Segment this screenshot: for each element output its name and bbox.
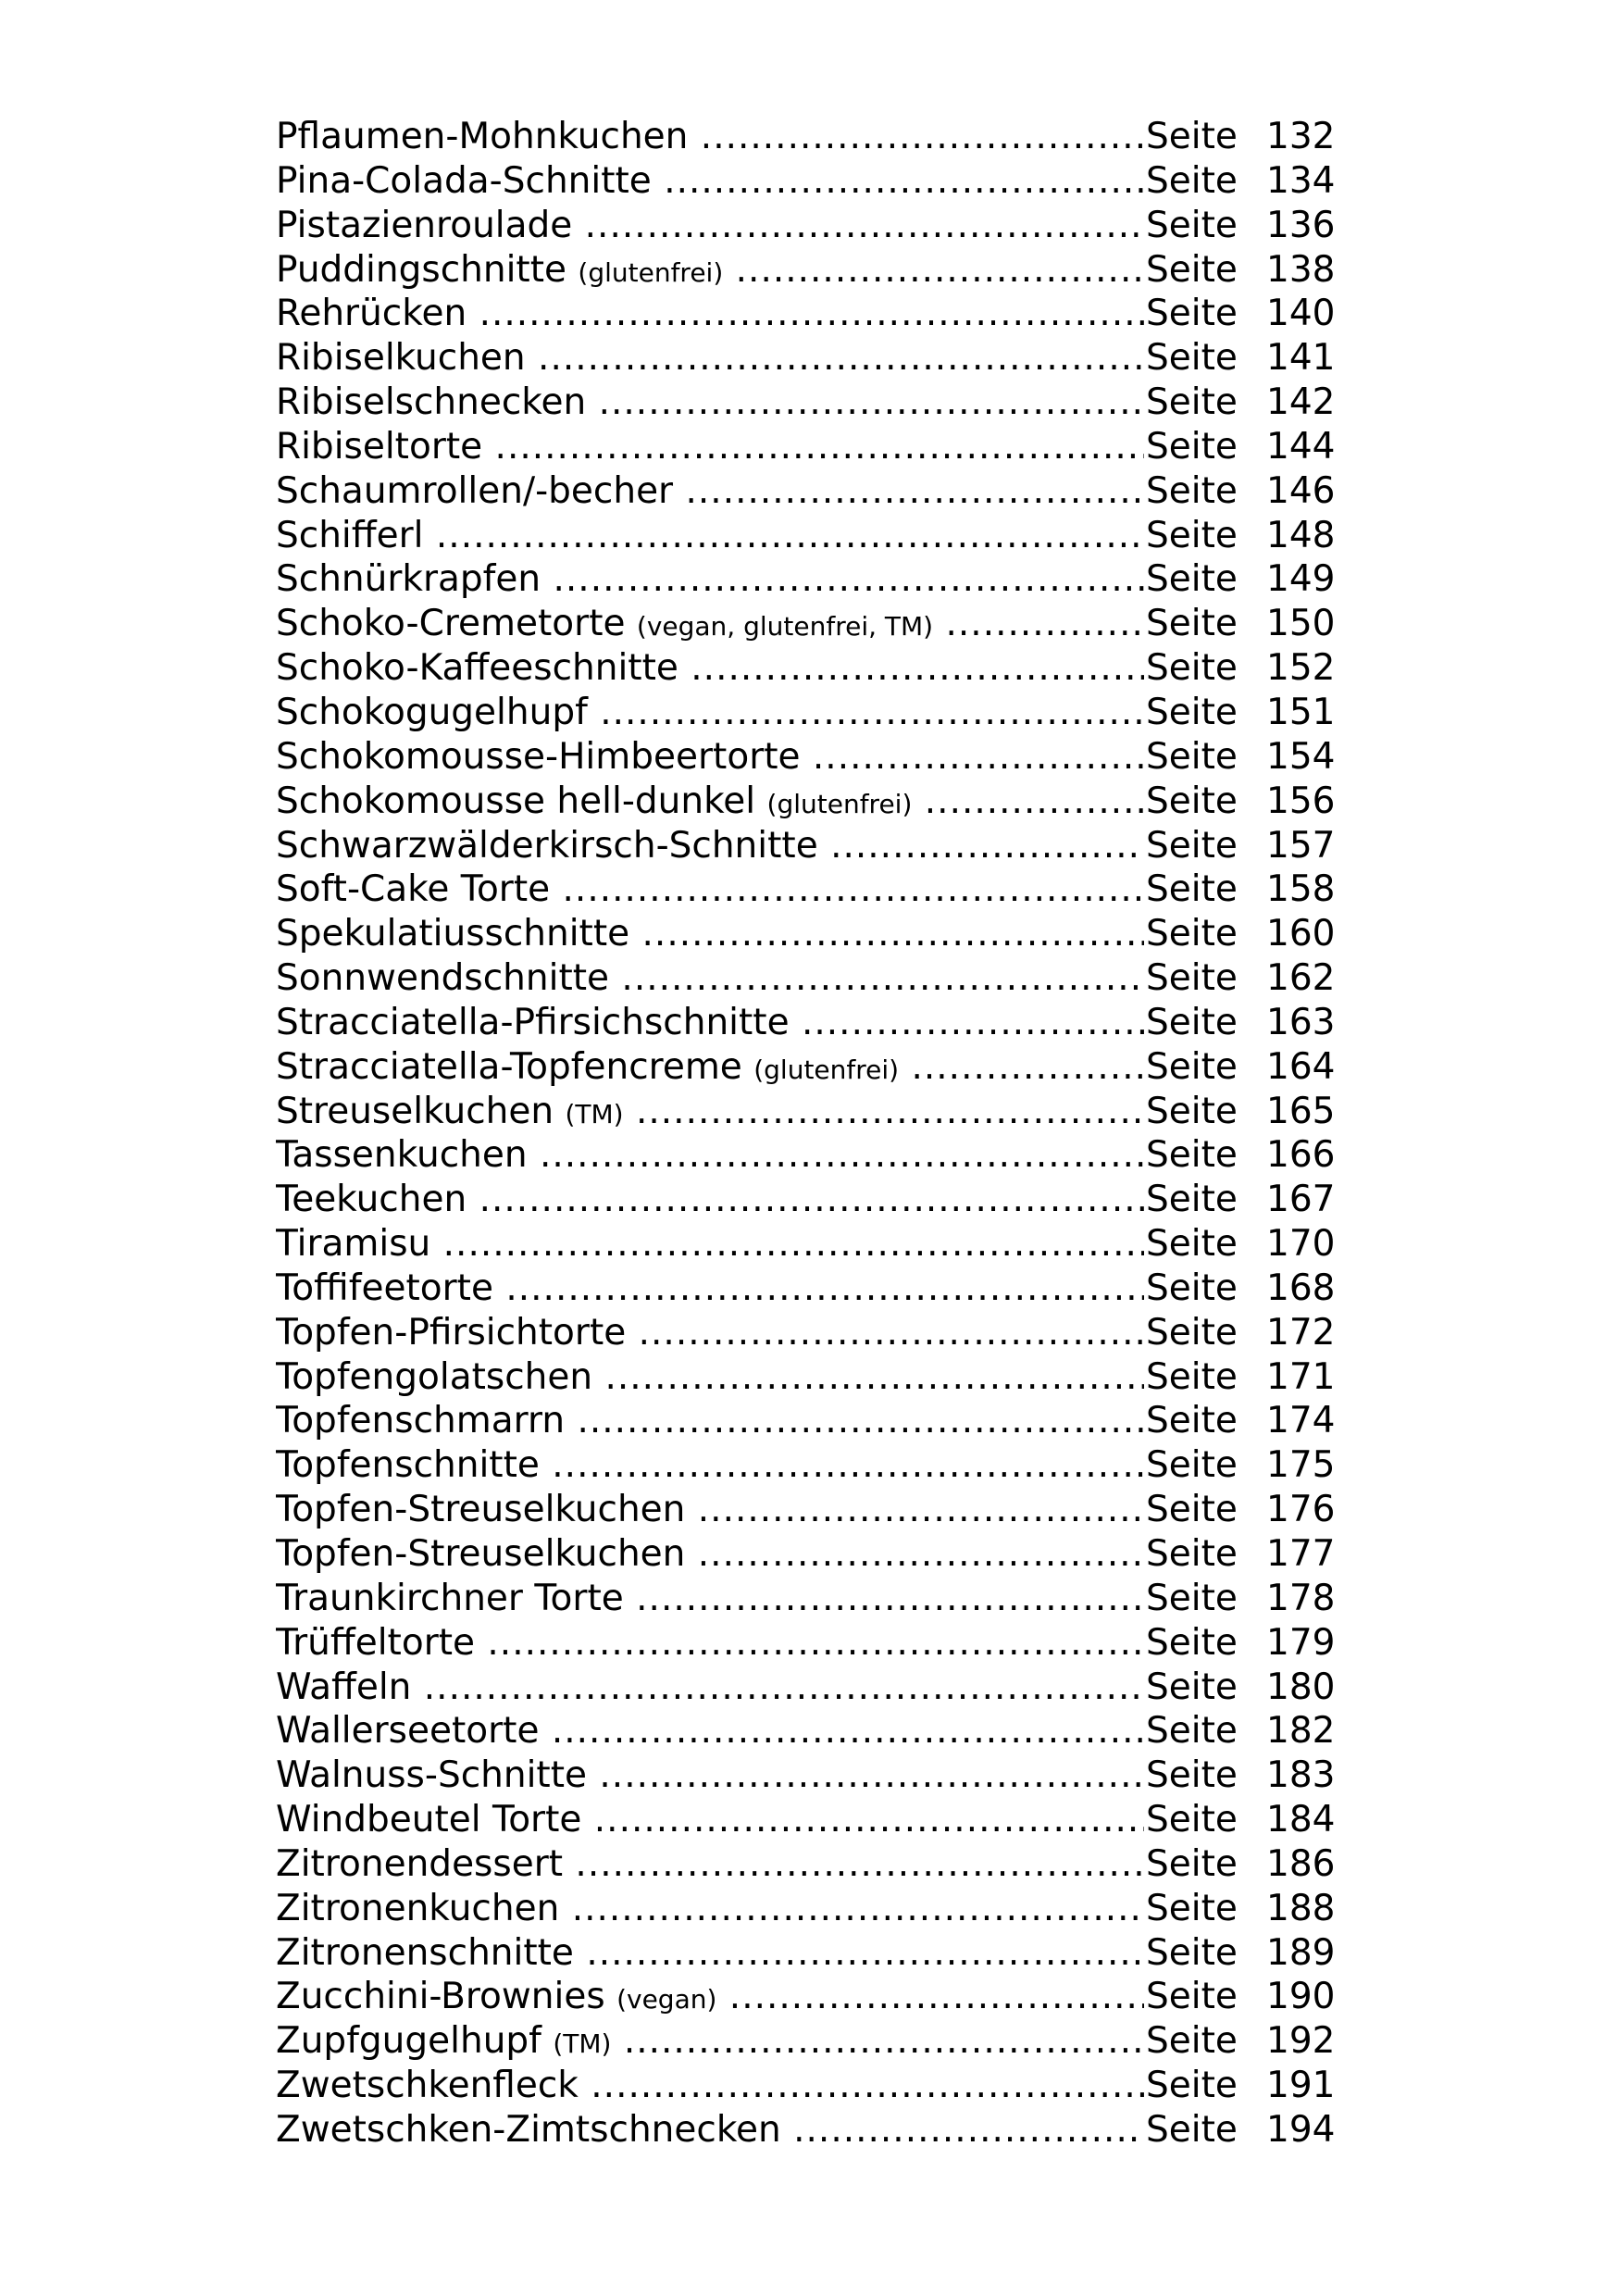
toc-entry-page-label: Seite [1146,647,1238,690]
toc-entry [276,691,1336,735]
toc-entry [276,1399,1336,1443]
toc-entry [276,735,1336,780]
toc-entry-note: (glutenfrei) [766,788,913,819]
toc-entry-title: Soft-Cake Torte [276,868,551,911]
toc-entry-title-with-leader [276,1621,1144,1666]
toc-entry-page-number: 167 [1266,1179,1336,1221]
toc-entry-title: Pflaumen-Mohnkuchen [276,116,689,157]
toc-entry [276,469,1336,514]
toc-entry-title: Pistazienroulade [276,204,573,246]
toc-entry-title-with-leader [276,780,1144,824]
toc-entry-title-with-leader [276,204,1144,248]
table-of-contents [276,115,1336,2152]
toc-entry-page-number: 141 [1266,337,1336,380]
toc-entry [276,425,1336,469]
toc-entry-title-with-leader [276,1311,1144,1355]
toc-entry-page-number: 163 [1266,1001,1336,1043]
toc-entry-title-with-leader [276,691,1144,735]
toc-entry-page-label: Seite [1146,691,1238,733]
toc-entry [276,514,1336,558]
toc-entry-page-number: 146 [1266,469,1336,512]
toc-entry-title-with-leader [276,1532,1144,1577]
toc-entry-title-with-leader [276,1090,1144,1134]
toc-entry [276,1931,1336,1976]
toc-entry-page-number: 166 [1266,1134,1336,1177]
toc-entry-page-label: Seite [1146,868,1238,911]
toc-entry-title: Toffifeetorte [276,1267,493,1309]
toc-entry [276,867,1336,912]
toc-entry-page-number: 149 [1266,558,1336,601]
toc-entry-title-with-leader [276,1666,1144,1710]
toc-entry-title: Tassenkuchen [276,1134,528,1177]
toc-entry-page-number: 138 [1266,248,1336,291]
toc-entry-page-number: 164 [1266,1045,1336,1088]
toc-entry-page-label: Seite [1146,1090,1238,1132]
toc-entry-note: (glutenfrei) [578,256,724,288]
toc-entry-page-label: Seite [1146,381,1238,424]
toc-entry-title: Pina-Colada-Schnitte [276,159,652,202]
toc-entry-page-number: 144 [1266,425,1336,468]
toc-entry-page-label: Seite [1146,159,1238,202]
toc-entry [276,1975,1336,2019]
toc-entry-title-with-leader [276,381,1144,425]
toc-entry [276,381,1336,425]
toc-entry-page-number: 158 [1266,868,1336,911]
toc-entry [276,1267,1336,1311]
toc-entry-page-label: Seite [1146,1533,1238,1575]
toc-entry-title-with-leader [276,1709,1144,1753]
toc-entry [276,1222,1336,1267]
toc-entry [276,159,1336,204]
toc-entry-page-number: 186 [1266,1842,1336,1885]
toc-entry-note: (vegan) [616,1984,717,2015]
toc-entry [276,204,1336,248]
toc-entry-title-with-leader [276,248,1144,293]
toc-entry-title-with-leader [276,2064,1144,2108]
toc-entry-page-number: 160 [1266,913,1336,955]
toc-entry-title: Zwetschken-Zimtschnecken [276,2108,781,2151]
toc-entry-page-label: Seite [1146,293,1238,335]
toc-entry-title-with-leader [276,2108,1144,2152]
toc-entry-page-label: Seite [1146,1666,1238,1708]
toc-entry-page-label: Seite [1146,1311,1238,1354]
toc-entry-page-number: 177 [1266,1533,1336,1575]
toc-entry-page-number: 190 [1266,1976,1336,2018]
toc-entry-title: Schnürkrapfen [276,558,541,601]
toc-entry-note: (TM) [565,1098,624,1129]
toc-entry-title-with-leader [276,1931,1144,1976]
toc-entry [276,2019,1336,2064]
toc-entry-page-number: 178 [1266,1577,1336,1619]
toc-entry-page-number: 156 [1266,780,1336,822]
toc-entry-page-number: 140 [1266,293,1336,335]
toc-entry-page-number: 150 [1266,603,1336,645]
toc-entry [276,956,1336,1001]
toc-entry-page-label: Seite [1146,1710,1238,1753]
toc-entry-page-label: Seite [1146,1267,1238,1309]
toc-entry [276,1443,1336,1488]
toc-entry-title: Zwetschkenfleck [276,2065,579,2107]
toc-entry [276,248,1336,293]
toc-entry-title: Waffeln [276,1666,412,1708]
toc-entry-title-with-leader [276,1443,1144,1488]
toc-entry-title-with-leader [276,735,1144,780]
toc-entry-title: Schokomousse hell-dunkel [276,780,756,822]
toc-entry-title-with-leader [276,159,1144,204]
toc-entry-page-label: Seite [1146,1976,1238,2018]
toc-entry-page-label: Seite [1146,1887,1238,1929]
toc-entry-title: Zucchini-Brownies [276,1976,605,2018]
toc-entry-title: Schwarzwälderkirsch-Schnitte [276,824,818,867]
toc-entry-page-label: Seite [1146,558,1238,601]
toc-entry-page-number: 162 [1266,957,1336,1000]
toc-entry [276,1753,1336,1798]
toc-entry-title-with-leader [276,336,1144,381]
toc-entry-title: Ribiselschnecken [276,381,587,424]
toc-entry-page-label: Seite [1146,780,1238,822]
toc-entry-title-with-leader [276,956,1144,1001]
toc-entry-page-label: Seite [1146,824,1238,867]
toc-entry-page-label: Seite [1146,1931,1238,1974]
toc-entry-page-label: Seite [1146,425,1238,468]
toc-entry-page-label: Seite [1146,957,1238,1000]
toc-entry [276,292,1336,336]
toc-entry-title-with-leader [276,425,1144,469]
toc-entry [276,1311,1336,1355]
toc-entry-title: Schoko-Cremetorte [276,603,626,645]
toc-entry-title-with-leader [276,1842,1144,1887]
toc-entry-title: Puddingschnitte [276,248,566,291]
toc-entry-page-label: Seite [1146,2020,1238,2063]
toc-entry-page-label: Seite [1146,1355,1238,1398]
toc-entry-page-label: Seite [1146,1444,1238,1487]
toc-entry-title: Schoko-Kaffeeschnitte [276,647,678,690]
toc-entry-title-with-leader [276,912,1144,956]
toc-entry [276,602,1336,646]
toc-entry-page-number: 182 [1266,1710,1336,1753]
toc-entry-title-with-leader [276,1975,1144,2019]
toc-entry-title-with-leader [276,824,1144,868]
toc-entry-title: Rehrücken [276,293,467,335]
toc-entry-title-with-leader [276,557,1144,602]
toc-entry-page-label: Seite [1146,2065,1238,2107]
toc-entry-page-number: 157 [1266,824,1336,867]
toc-entry [276,1001,1336,1045]
toc-entry-page-label: Seite [1146,248,1238,291]
toc-entry-page-label: Seite [1146,1799,1238,1841]
toc-entry-page-label: Seite [1146,1179,1238,1221]
toc-entry-page-label: Seite [1146,1754,1238,1797]
toc-entry-page-number: 148 [1266,514,1336,556]
toc-entry-page-label: Seite [1146,337,1238,380]
toc-entry-title-with-leader [276,1399,1144,1443]
toc-entry-page-label: Seite [1146,603,1238,645]
toc-entry-page-number: 174 [1266,1400,1336,1442]
toc-entry [276,1709,1336,1753]
toc-entry-title: Stracciatella-Pfirsichschnitte [276,1001,790,1043]
toc-entry-page-number: 132 [1266,116,1336,157]
toc-entry [276,912,1336,956]
toc-entry-title-with-leader [276,1355,1144,1400]
toc-entry-page-number: 136 [1266,204,1336,246]
toc-entry [276,1842,1336,1887]
toc-entry-title-with-leader [276,1488,1144,1532]
toc-entry-note: (TM) [553,2028,612,2060]
toc-entry-page-label: Seite [1146,1400,1238,1442]
toc-entry-page-number: 176 [1266,1489,1336,1531]
toc-entry-title-with-leader [276,602,1144,646]
toc-entry-page-label: Seite [1146,1577,1238,1619]
toc-entry-page-number: 142 [1266,381,1336,424]
toc-entry [276,824,1336,868]
toc-entry [276,1488,1336,1532]
toc-entry-page-label: Seite [1146,514,1238,556]
toc-entry-title-with-leader [276,469,1144,514]
toc-entry [276,1045,1336,1090]
toc-entry-page-number: 192 [1266,2020,1336,2063]
toc-entry-title: Schifferl [276,514,424,556]
toc-entry-title: Topfenschnitte [276,1444,540,1487]
toc-entry-page-number: 189 [1266,1931,1336,1974]
toc-entry-page-label: Seite [1146,1134,1238,1177]
toc-entry [276,1090,1336,1134]
toc-entry-page-number: 184 [1266,1799,1336,1841]
toc-entry [276,646,1336,691]
toc-entry-title: Trüffeltorte [276,1621,476,1664]
toc-entry-note: (vegan, glutenfrei, TM) [636,611,934,643]
toc-entry-page-number: 152 [1266,647,1336,690]
toc-entry-title-with-leader [276,1753,1144,1798]
toc-entry-title-with-leader [276,1577,1144,1621]
toc-entry-title: Zupfgugelhupf [276,2020,541,2063]
toc-entry-title-with-leader [276,646,1144,691]
toc-entry-page-number: 134 [1266,159,1336,202]
toc-entry-page-label: Seite [1146,1001,1238,1043]
toc-entry-page-label: Seite [1146,469,1238,512]
toc-entry [276,780,1336,824]
toc-entry-page-number: 194 [1266,2108,1336,2151]
toc-entry-title-with-leader [276,115,1144,159]
toc-entry-title-with-leader [276,1178,1144,1222]
toc-entry [276,1577,1336,1621]
toc-entry-title: Wallerseetorte [276,1710,540,1753]
toc-entry [276,557,1336,602]
toc-entry-page-label: Seite [1146,1045,1238,1088]
toc-entry-page-number: 180 [1266,1666,1336,1708]
toc-entry-title-with-leader [276,1267,1144,1311]
toc-entry-page-label: Seite [1146,913,1238,955]
toc-entry-page-number: 154 [1266,735,1336,778]
toc-entry-title: Ribiseltorte [276,425,483,468]
toc-entry-title: Schokomousse-Himbeertorte [276,735,801,778]
toc-entry-title-with-leader [276,1887,1144,1931]
toc-entry-page-label: Seite [1146,1489,1238,1531]
toc-entry [276,2064,1336,2108]
toc-entry [276,2108,1336,2152]
toc-entry-title: Streuselkuchen [276,1090,554,1132]
toc-entry-title: Schokogugelhupf [276,691,588,733]
toc-entry-page-number: 183 [1266,1754,1336,1797]
toc-entry-title: Teekuchen [276,1179,467,1221]
toc-entry-title-with-leader [276,292,1144,336]
toc-entry-page-label: Seite [1146,116,1238,157]
toc-entry-page-number: 188 [1266,1887,1336,1929]
toc-entry-title: Spekulatiusschnitte [276,913,630,955]
toc-entry-page-number: 168 [1266,1267,1336,1309]
toc-entry-title-with-leader [276,1798,1144,1842]
toc-entry-page-number: 165 [1266,1090,1336,1132]
toc-entry-title-with-leader [276,1045,1144,1090]
toc-entry-title: Ribiselkuchen [276,337,526,380]
toc-entry-title: Zitronendessert [276,1842,564,1885]
toc-entry-page-number: 175 [1266,1444,1336,1487]
toc-entry-page-number: 179 [1266,1621,1336,1664]
toc-entry-title: Zitronenschnitte [276,1931,574,1974]
toc-entry [276,1621,1336,1666]
toc-entry-title-with-leader [276,1001,1144,1045]
toc-entry-title: Stracciatella-Topfencreme [276,1045,742,1088]
toc-entry-page-number: 151 [1266,691,1336,733]
toc-entry-title: Topfen-Pfirsichtorte [276,1311,627,1354]
toc-entry-page-label: Seite [1146,1842,1238,1885]
toc-entry-page-label: Seite [1146,735,1238,778]
toc-entry-title: Sonnwendschnitte [276,957,610,1000]
toc-entry-title: Walnuss-Schnitte [276,1754,587,1797]
toc-entry-title: Traunkirchner Torte [276,1577,624,1619]
toc-entry-title-with-leader [276,1222,1144,1267]
toc-entry-title: Topfen-Streuselkuchen [276,1489,686,1531]
toc-entry-title: Zitronenkuchen [276,1887,560,1929]
toc-entry-title: Topfen-Streuselkuchen [276,1533,686,1575]
toc-entry-title-with-leader [276,867,1144,912]
toc-entry-page-number: 171 [1266,1355,1336,1398]
toc-entry-title: Topfenschmarrn [276,1400,566,1442]
toc-entry-title: Schaumrollen/-becher [276,469,674,512]
toc-entry-title: Tiramisu [276,1223,431,1266]
toc-entry-note: (glutenfrei) [753,1054,900,1085]
toc-entry-title: Topfengolatschen [276,1355,593,1398]
toc-entry-page-number: 172 [1266,1311,1336,1354]
toc-entry-title-with-leader [276,2019,1144,2064]
toc-entry [276,1532,1336,1577]
toc-entry-title-with-leader [276,514,1144,558]
toc-entry-page-number: 191 [1266,2065,1336,2107]
toc-entry [276,115,1336,159]
toc-entry-title-with-leader [276,1133,1144,1178]
toc-entry-page-number: 170 [1266,1223,1336,1266]
toc-entry-page-label: Seite [1146,204,1238,246]
toc-entry [276,1133,1336,1178]
toc-entry-page-label: Seite [1146,2108,1238,2151]
toc-entry [276,1887,1336,1931]
toc-entry [276,336,1336,381]
toc-entry [276,1355,1336,1400]
toc-entry [276,1798,1336,1842]
toc-entry-page-label: Seite [1146,1621,1238,1664]
toc-entry-page-label: Seite [1146,1223,1238,1266]
toc-entry [276,1178,1336,1222]
toc-entry-title: Windbeutel Torte [276,1799,582,1841]
toc-entry [276,1666,1336,1710]
